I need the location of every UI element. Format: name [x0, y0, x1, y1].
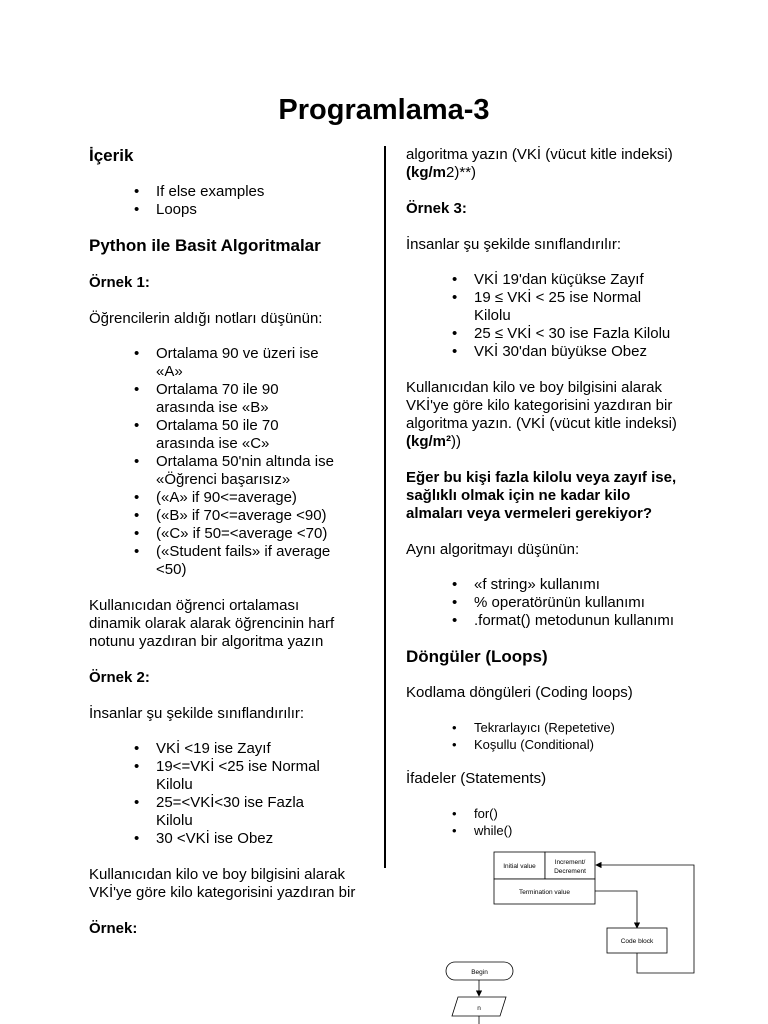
code-block-label: Code block — [620, 938, 654, 945]
list-item: • 19 ≤ VKİ < 25 ise Normal Kilolu — [452, 289, 652, 325]
ornek1-text: Kullanıcıdan öğrenci ortalaması dinamik olarak alarak öğrencinin harf notunu yazdıran bir algoritma yazın — [89, 597, 335, 650]
list-item: • 25=<VKİ<30 ise Fazla Kilolu — [134, 794, 334, 830]
list-item: • Tekrarlayıcı (Repetetive) — [452, 719, 696, 736]
loop-back-arrow — [596, 865, 694, 973]
list-item: • Ortalama 70 ile 90 arasında ise «B» — [134, 381, 334, 417]
begin-label: Begin — [471, 969, 488, 976]
list-item: • Ortalama 50'nin altında ise «Öğrenci başarısız» — [134, 453, 334, 489]
ornek2-heading: Örnek 2: — [89, 669, 150, 686]
page-title: Programlama-3 — [278, 94, 490, 126]
list-item: • VKİ 30'dan büyükse Obez — [452, 343, 652, 361]
list-item: • If else examples — [134, 183, 359, 201]
list-item: • Koşullu (Conditional) — [452, 736, 696, 753]
list-item: • «f string» kullanımı — [452, 576, 696, 594]
ornek3-text-end: )) — [451, 433, 461, 450]
list-item: • 19<=VKİ <25 ise Normal Kilolu — [134, 758, 334, 794]
list-item: • VKİ 19'dan küçükse Zayıf — [452, 271, 652, 289]
list-item: • 25 ≤ VKİ < 30 ise Fazla Kilolu — [452, 325, 652, 343]
icerik-heading: İçerik — [89, 146, 134, 165]
list-item: • .format() metodunun kullanımı — [452, 612, 696, 630]
ornek1-heading: Örnek 1: — [89, 274, 150, 291]
cont-text-end: 2)**) — [446, 164, 477, 181]
list-item: • («A» if 90<=average) — [134, 489, 334, 507]
list-item: • VKİ <19 ise Zayıf — [134, 740, 334, 758]
list-item: • % operatörünün kullanımı — [452, 594, 696, 612]
list-item: • 30 <VKİ ise Obez — [134, 830, 334, 848]
ornek3-text-bold: (kg/m² — [406, 433, 451, 450]
cont-text-bold: (kg/m — [406, 164, 447, 181]
list-item: • Ortalama 50 ile 70 arasında ise «C» — [134, 417, 334, 453]
list-item: • («B» if 70<=average <90) — [134, 507, 334, 525]
loops-heading: Döngüler (Loops) — [406, 647, 548, 666]
ornek2-intro: İnsanlar şu şekilde sınıflandırılır: — [89, 705, 305, 722]
list-item: • Loops — [134, 201, 359, 219]
list-item: • while() — [452, 822, 696, 839]
list-item: • Ortalama 90 ve üzeri ise «A» — [134, 345, 334, 381]
list-item: • for() — [452, 805, 696, 822]
list-item: • («C» if 50=<average <70) — [134, 525, 334, 543]
connector-arrow — [595, 891, 637, 928]
cont-text-a: algoritma yazın (VKİ (vücut kitle indeksi) — [406, 146, 673, 163]
ornek3-heading: Örnek 3: — [406, 200, 467, 217]
ornek-heading: Örnek: — [89, 920, 138, 937]
ornek3-intro: İnsanlar şu şekilde sınıflandırılır: — [406, 236, 622, 253]
increment-label-1: Increment/ — [554, 859, 586, 866]
statements: İfadeler (Statements) — [406, 770, 547, 787]
increment-label-2: Decrement — [554, 868, 586, 875]
list-item: • («Student fails» if average <50) — [134, 543, 334, 579]
input-label: n — [477, 1005, 481, 1012]
termination-value-label: Termination value — [519, 889, 570, 896]
python-heading: Python ile Basit Algoritmalar — [89, 236, 321, 255]
ornek3-question: Eğer bu kişi fazla kilolu veya zayıf ise, sağlıklı olmak için ne kadar kilo almaları veya vermeleri gerekiyor? — [406, 469, 677, 522]
ornek3-text-a: Kullanıcıdan kilo ve boy bilgisini alarak VKİ'ye göre kilo kategorisini yazdıran bir algoritma yazın. (VKİ (vücut kitle indeksi) — [406, 379, 677, 432]
same-algo: Aynı algoritmayı düşünün: — [406, 541, 580, 558]
ornek1-intro: Öğrencilerin aldığı notları düşünün: — [89, 310, 323, 327]
coding-loops: Kodlama döngüleri (Coding loops) — [406, 684, 633, 701]
initial-value-label: Initial value — [503, 863, 536, 870]
ornek2-text: Kullanıcıdan kilo ve boy bilgisini alarak VKİ'ye göre kilo kategorisini yazdıran bir — [89, 866, 356, 901]
